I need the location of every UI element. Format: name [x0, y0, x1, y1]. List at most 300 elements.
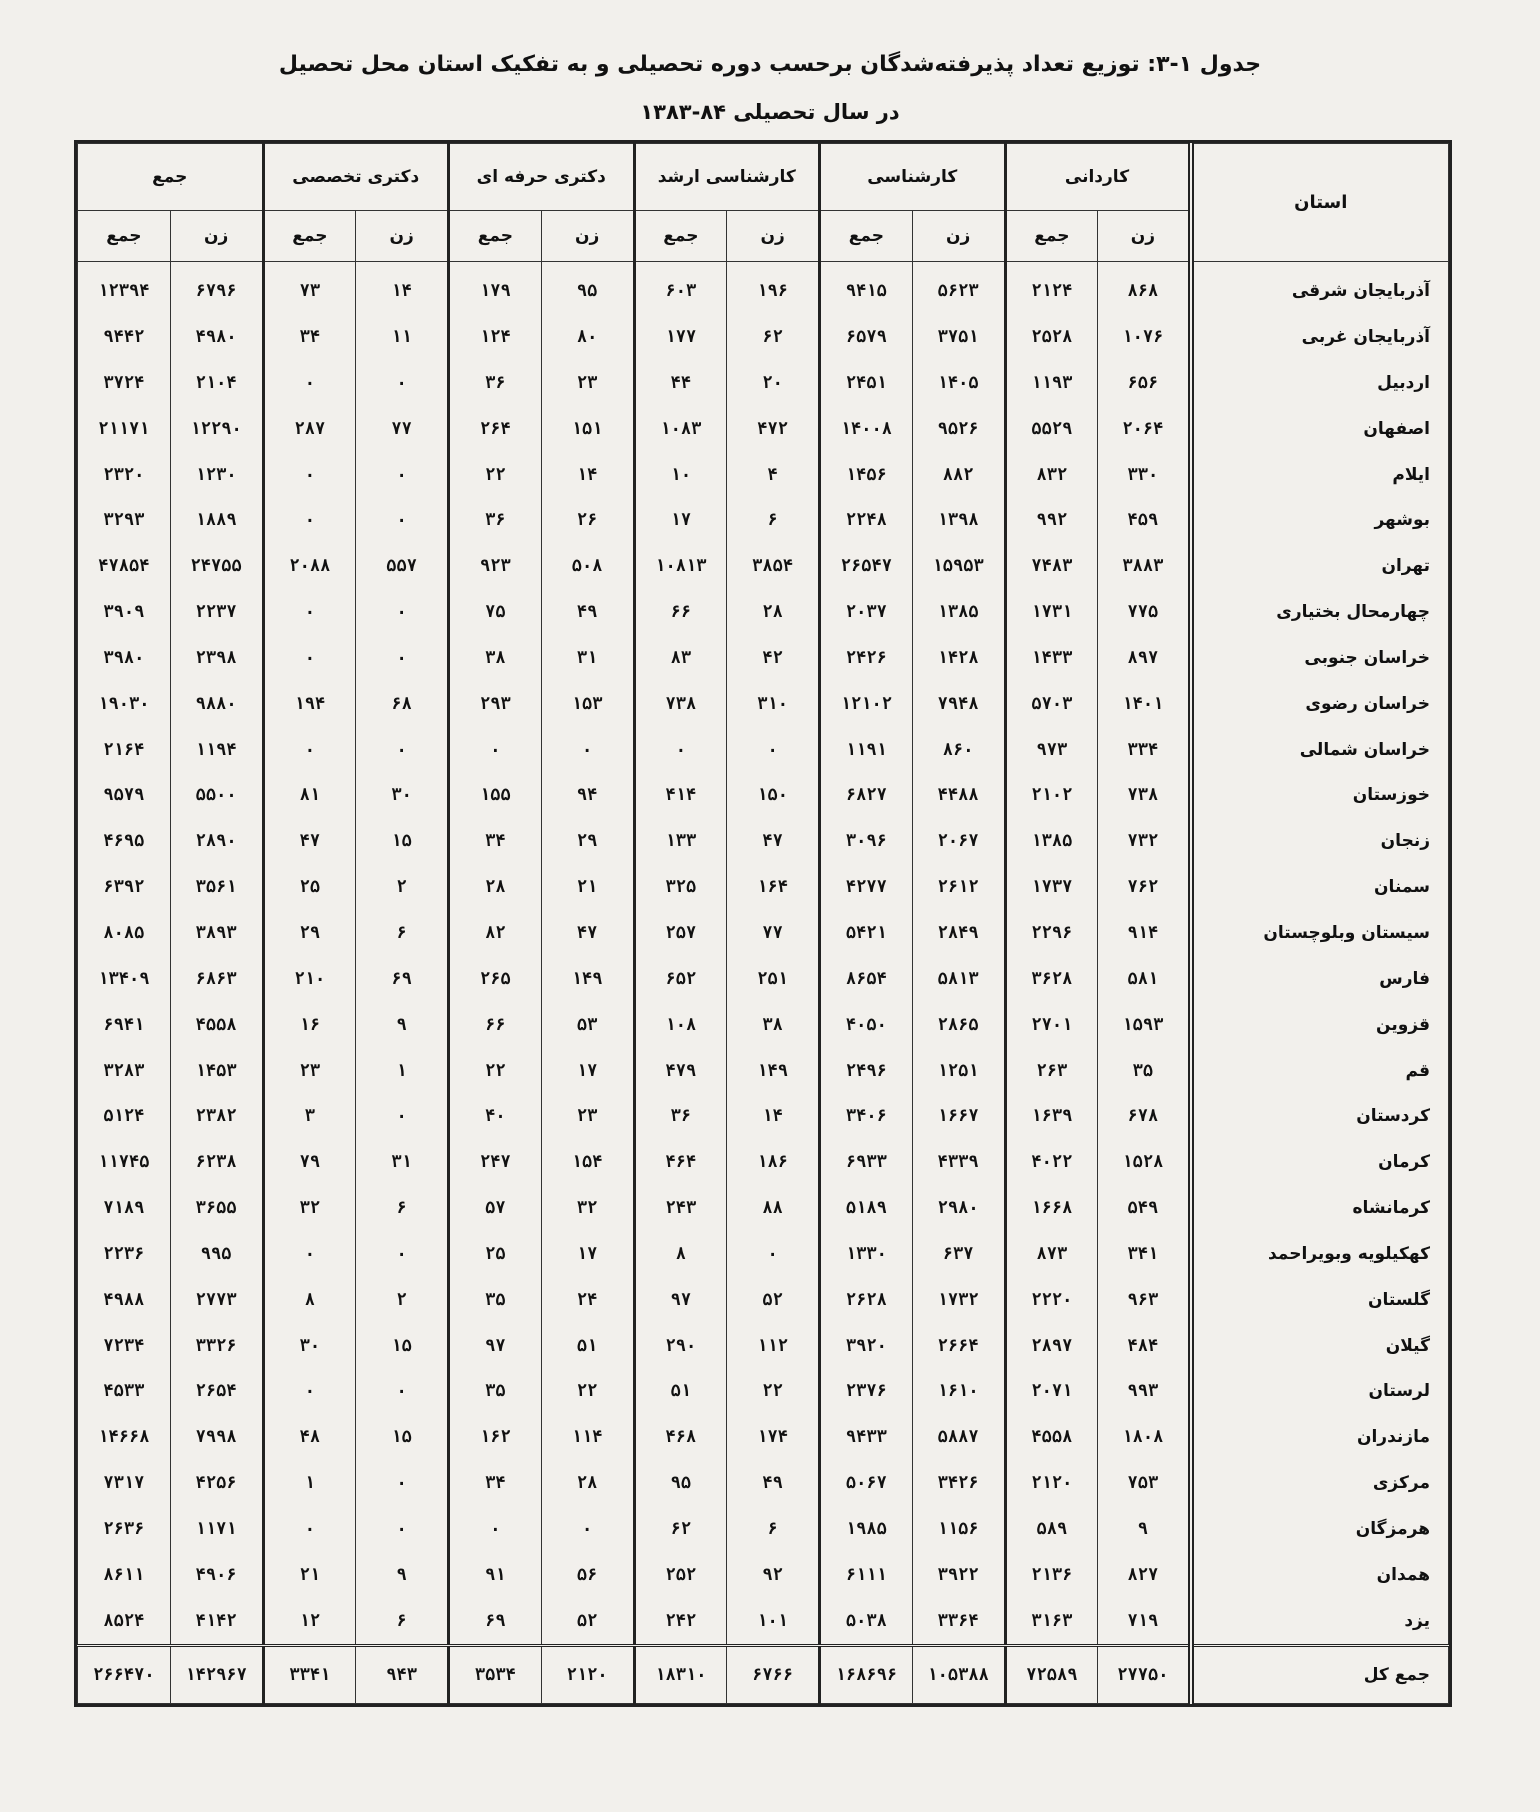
table-cell: ۲۴۷۵۵: [170, 543, 263, 589]
group-header-bachelor: کارشناسی: [820, 144, 1006, 211]
table-row: [78, 1277, 1449, 1323]
table-cell: ۷۵: [449, 589, 542, 635]
table-cell: ۵۶: [541, 1552, 634, 1598]
table-cell: ۹۱۴: [1098, 910, 1191, 956]
table-cell: ۲۸: [541, 1460, 634, 1506]
province-name: کرمانشاه: [1191, 1185, 1449, 1231]
table-cell: ۸۰: [541, 314, 634, 360]
table-cell: ۳۵۶۱: [170, 864, 263, 910]
table-cell: ۲۲: [727, 1369, 820, 1415]
table-cell: ۴۹۰۶: [170, 1552, 263, 1598]
table-cell: ۲۱۰۴: [170, 360, 263, 406]
table-cell: ۱۶۱۰: [912, 1369, 1005, 1415]
table-cell: ۳۶: [449, 360, 542, 406]
table-cell: ۹۲۳: [449, 543, 542, 589]
table-cell: ۱۷۹: [449, 262, 542, 315]
table-row: [78, 1369, 1449, 1415]
table-cell: ۳۶: [634, 1093, 727, 1139]
table-cell: ۶: [356, 1598, 449, 1645]
table-cell: ۰: [356, 1460, 449, 1506]
table-cell: ۲: [356, 864, 449, 910]
table-cell: ۲۹۰: [634, 1323, 727, 1369]
sub-header-women: زن: [727, 211, 820, 262]
table-cell: ۷۲۳۴: [78, 1323, 171, 1369]
table-cell: ۰: [356, 1506, 449, 1552]
table-cell: ۲۶۵۴: [170, 1369, 263, 1415]
table-cell: ۶۸۶۳: [170, 956, 263, 1002]
table-cell: ۶: [356, 1185, 449, 1231]
table-cell: ۱۹۸۵: [820, 1506, 913, 1552]
table-cell: ۲۷۷۳: [170, 1277, 263, 1323]
total-row: [78, 1645, 1449, 1703]
table-cell: ۷۳۸: [634, 681, 727, 727]
table-cell: ۲۵۲: [634, 1552, 727, 1598]
table-cell: ۲۱۰: [263, 956, 356, 1002]
table-cell: ۴۶۴: [634, 1139, 727, 1185]
table-cell: ۸۶۱۱: [78, 1552, 171, 1598]
table-cell: ۱۵۲۸: [1098, 1139, 1191, 1185]
sub-header-total: جمع: [1005, 211, 1098, 262]
table-cell: ۳۳۴۱: [263, 1645, 356, 1703]
table-cell: ۲۳۸۲: [170, 1093, 263, 1139]
table-cell: ۹۴: [541, 773, 634, 819]
table-cell: ۸: [634, 1231, 727, 1277]
table-cell: ۱۷۳۷: [1005, 864, 1098, 910]
table-cell: ۱۲۲۹۰: [170, 406, 263, 452]
table-cell: ۹۱: [449, 1552, 542, 1598]
table-cell: ۹۵: [634, 1460, 727, 1506]
table-cell: ۳۴۱: [1098, 1231, 1191, 1277]
province-name: قزوین: [1191, 1002, 1449, 1048]
table-row: [78, 681, 1449, 727]
table-cell: ۱۳۳۰: [820, 1231, 913, 1277]
table-cell: ۲۰۷۱: [1005, 1369, 1098, 1415]
table-cell: ۷۱۸۹: [78, 1185, 171, 1231]
table-cell: ۵۲: [541, 1598, 634, 1645]
table-cell: ۱۵۴: [541, 1139, 634, 1185]
table-cell: ۳۱: [541, 635, 634, 681]
table-cell: ۲۲۹۶: [1005, 910, 1098, 956]
admissions-table-frame: [74, 140, 1452, 1707]
table-cell: ۶۸: [356, 681, 449, 727]
table-cell: ۰: [356, 452, 449, 498]
table-cell: ۱۴۲۸: [912, 635, 1005, 681]
province-name: یزد: [1191, 1598, 1449, 1645]
table-cell: ۶۲۳۸: [170, 1139, 263, 1185]
table-cell: ۳۹۲۰: [820, 1323, 913, 1369]
table-cell: ۸۸: [727, 1185, 820, 1231]
table-cell: ۱۰۸۳: [634, 406, 727, 452]
table-cell: ۳۳۲۶: [170, 1323, 263, 1369]
table-cell: ۴۹۸۸: [78, 1277, 171, 1323]
sub-header-total: جمع: [820, 211, 913, 262]
table-cell: ۱۴۹: [541, 956, 634, 1002]
table-cell: ۶۸۲۷: [820, 773, 913, 819]
table-cell: ۲۹: [541, 818, 634, 864]
table-cell: ۱۷۴: [727, 1414, 820, 1460]
table-cell: ۱۴۰۰۸: [820, 406, 913, 452]
table-cell: ۵۵۷: [356, 543, 449, 589]
province-name: مرکزی: [1191, 1460, 1449, 1506]
table-cell: ۱۹۴: [263, 681, 356, 727]
table-cell: ۲۱: [541, 864, 634, 910]
table-cell: ۸۶۰: [912, 727, 1005, 773]
table-cell: ۱۰۸۱۳: [634, 543, 727, 589]
table-cell: ۰: [727, 1231, 820, 1277]
table-cell: ۳۸۹۳: [170, 910, 263, 956]
table-cell: ۷۴۸۳: [1005, 543, 1098, 589]
table-cell: ۶۰۳: [634, 262, 727, 315]
table-row: [78, 406, 1449, 452]
table-cell: ۱۲۴: [449, 314, 542, 360]
table-row: [78, 1460, 1449, 1506]
table-cell: ۷۳۱۷: [78, 1460, 171, 1506]
table-cell: ۱۵۱: [541, 406, 634, 452]
province-name: خراسان رضوی: [1191, 681, 1449, 727]
table-cell: ۱۲۱۰۲: [820, 681, 913, 727]
table-cell: ۴۲: [727, 635, 820, 681]
table-cell: ۰: [263, 1506, 356, 1552]
table-cell: ۲۱۰۲: [1005, 773, 1098, 819]
table-cell: ۲۸۴۹: [912, 910, 1005, 956]
table-cell: ۱۸۳۱۰: [634, 1645, 727, 1703]
table-cell: ۱۸۰۸: [1098, 1414, 1191, 1460]
province-name: هرمزگان: [1191, 1506, 1449, 1552]
table-cell: ۱۵: [356, 1414, 449, 1460]
table-cell: ۳۲۹۳: [78, 497, 171, 543]
table-row: [78, 543, 1449, 589]
table-cell: ۷۷: [356, 406, 449, 452]
table-row: [78, 910, 1449, 956]
table-cell: ۲۴: [541, 1277, 634, 1323]
table-cell: ۱۳۳: [634, 818, 727, 864]
table-cell: ۲۶۴: [449, 406, 542, 452]
table-cell: ۶۶: [449, 1002, 542, 1048]
table-cell: ۵۸۱۳: [912, 956, 1005, 1002]
table-cell: ۶: [356, 910, 449, 956]
table-cell: ۲۶۳: [1005, 1048, 1098, 1094]
table-cell: ۶۹۳۳: [820, 1139, 913, 1185]
table-cell: ۳۵: [449, 1277, 542, 1323]
table-cell: ۳۰: [356, 773, 449, 819]
table-cell: ۷۳۸: [1098, 773, 1191, 819]
table-cell: ۲۱۱۷۱: [78, 406, 171, 452]
table-cell: ۱۱۷۴۵: [78, 1139, 171, 1185]
table-cell: ۶۹: [356, 956, 449, 1002]
table-cell: ۱۱۲: [727, 1323, 820, 1369]
table-cell: ۲۲: [449, 1048, 542, 1094]
table-cell: ۰: [541, 727, 634, 773]
table-cell: ۴۷۲: [727, 406, 820, 452]
table-cell: ۶۲: [634, 1506, 727, 1552]
table-cell: ۱۰۸: [634, 1002, 727, 1048]
sub-header-women: زن: [1098, 211, 1191, 262]
table-cell: ۵۲: [727, 1277, 820, 1323]
table-cell: ۵۶۲۳: [912, 262, 1005, 315]
table-cell: ۱۳۴۰۹: [78, 956, 171, 1002]
table-row: [78, 1231, 1449, 1277]
table-cell: ۶۵۷۹: [820, 314, 913, 360]
table-cell: ۹۴۴۲: [78, 314, 171, 360]
table-cell: ۹۲: [727, 1552, 820, 1598]
table-cell: ۱۴: [541, 452, 634, 498]
table-cell: ۱۵۵: [449, 773, 542, 819]
table-cell: ۷۶۲: [1098, 864, 1191, 910]
table-cell: ۱۱: [356, 314, 449, 360]
table-cell: ۰: [541, 1506, 634, 1552]
table-cell: ۲۴۲۶: [820, 635, 913, 681]
table-cell: ۵۴۹: [1098, 1185, 1191, 1231]
table-cell: ۶: [727, 1506, 820, 1552]
table-row: [78, 635, 1449, 681]
table-cell: ۱۴۵۶: [820, 452, 913, 498]
table-cell: ۱۲۳۰: [170, 452, 263, 498]
table-cell: ۵۵۲۹: [1005, 406, 1098, 452]
table-cell: ۲۲۴۸: [820, 497, 913, 543]
table-cell: ۳۳۰: [1098, 452, 1191, 498]
table-cell: ۳۳۴: [1098, 727, 1191, 773]
table-cell: ۳۷۲۴: [78, 360, 171, 406]
table-cell: ۷۷: [727, 910, 820, 956]
table-cell: ۱: [263, 1460, 356, 1506]
table-cell: ۱۲۳۹۴: [78, 262, 171, 315]
table-cell: ۱۶: [263, 1002, 356, 1048]
table-cell: ۵۷۰۳: [1005, 681, 1098, 727]
table-cell: ۴: [727, 452, 820, 498]
province-name: لرستان: [1191, 1369, 1449, 1415]
table-cell: ۴۵۵۸: [1005, 1414, 1098, 1460]
table-row: [78, 1598, 1449, 1645]
table-cell: ۲۰۳۷: [820, 589, 913, 635]
table-cell: ۶۲: [727, 314, 820, 360]
table-cell: ۱۰۱: [727, 1598, 820, 1645]
table-cell: ۳۲: [541, 1185, 634, 1231]
table-cell: ۲۲۳۶: [78, 1231, 171, 1277]
table-cell: ۲۲۳۷: [170, 589, 263, 635]
table-cell: ۵۵۰۰: [170, 773, 263, 819]
province-name: کردستان: [1191, 1093, 1449, 1139]
table-cell: ۶۱۱۱: [820, 1552, 913, 1598]
table-cell: ۳۵: [1098, 1048, 1191, 1094]
table-row: [78, 589, 1449, 635]
table-cell: ۲۹۳: [449, 681, 542, 727]
table-cell: ۳۹۸۰: [78, 635, 171, 681]
province-name: ایلام: [1191, 452, 1449, 498]
table-cell: ۶۷۸: [1098, 1093, 1191, 1139]
sub-header-women: زن: [912, 211, 1005, 262]
table-cell: ۸۵۲۴: [78, 1598, 171, 1645]
table-cell: ۴۶۹۵: [78, 818, 171, 864]
table-cell: ۰: [356, 1093, 449, 1139]
province-name: آذربایجان غربی: [1191, 314, 1449, 360]
table-cell: ۱۷: [541, 1048, 634, 1094]
sub-header-total: جمع: [263, 211, 356, 262]
group-header-professional-doctorate: دکتری حرفه ای: [449, 144, 635, 211]
group-header-phd: دکتری تخصصی: [263, 144, 449, 211]
table-cell: ۱۱۵۶: [912, 1506, 1005, 1552]
table-cell: ۲۹: [263, 910, 356, 956]
table-cell: ۲۴۳: [634, 1185, 727, 1231]
province-name: سیستان وبلوچستان: [1191, 910, 1449, 956]
table-cell: ۱۲۵۱: [912, 1048, 1005, 1094]
table-cell: ۰: [263, 452, 356, 498]
province-column-header: استان: [1191, 144, 1449, 262]
table-cell: ۲۶۱۲: [912, 864, 1005, 910]
table-row: [78, 1323, 1449, 1369]
table-cell: ۸۸۲: [912, 452, 1005, 498]
table-cell: ۹۷: [634, 1277, 727, 1323]
province-name: گلستان: [1191, 1277, 1449, 1323]
table-cell: ۴۷: [541, 910, 634, 956]
table-cell: ۲۵۱: [727, 956, 820, 1002]
table-cell: ۱۳۸۵: [1005, 818, 1098, 864]
table-cell: ۲۴۲: [634, 1598, 727, 1645]
table-cell: ۲۸۶۵: [912, 1002, 1005, 1048]
table-cell: ۴۵۳۳: [78, 1369, 171, 1415]
table-cell: ۱۴: [356, 262, 449, 315]
table-cell: ۱۸۶: [727, 1139, 820, 1185]
table-cell: ۲۶۳۶: [78, 1506, 171, 1552]
table-cell: ۲۱: [263, 1552, 356, 1598]
table-cell: ۱۰: [634, 452, 727, 498]
table-body: [78, 262, 1449, 1704]
table-cell: ۰: [263, 1231, 356, 1277]
table-cell: ۱۴۰۱: [1098, 681, 1191, 727]
table-cell: ۳۴: [449, 1460, 542, 1506]
table-cell: ۹۴۱۵: [820, 262, 913, 315]
table-cell: ۶۹۴۱: [78, 1002, 171, 1048]
table-cell: ۱۱۹۴: [170, 727, 263, 773]
table-cell: ۷۳: [263, 262, 356, 315]
table-cell: ۶۹: [449, 1598, 542, 1645]
table-cell: ۲۵: [449, 1231, 542, 1277]
table-cell: ۹۷: [449, 1323, 542, 1369]
table-cell: ۵۷: [449, 1185, 542, 1231]
table-cell: ۲۸: [727, 589, 820, 635]
sub-header-women: زن: [356, 211, 449, 262]
group-header-total: جمع: [78, 144, 264, 211]
table-cell: ۶۵۶: [1098, 360, 1191, 406]
province-name: جمع کل: [1191, 1645, 1449, 1703]
table-cell: ۲۱۲۰: [1005, 1460, 1098, 1506]
table-cell: ۱۶۴: [727, 864, 820, 910]
table-cell: ۲۶۶۴۷۰: [78, 1645, 171, 1703]
table-row: [78, 1048, 1449, 1094]
table-cell: ۳۸۵۴: [727, 543, 820, 589]
table-cell: ۱۶۳۹: [1005, 1093, 1098, 1139]
table-cell: ۴۵۵۸: [170, 1002, 263, 1048]
table-cell: ۳۴: [449, 818, 542, 864]
table-cell: ۳۱۰: [727, 681, 820, 727]
province-name: کرمان: [1191, 1139, 1449, 1185]
sub-header-total: جمع: [449, 211, 542, 262]
table-row: [78, 497, 1449, 543]
province-name: قم: [1191, 1048, 1449, 1094]
table-cell: ۴۰: [449, 1093, 542, 1139]
table-row: [78, 360, 1449, 406]
table-cell: ۰: [449, 1506, 542, 1552]
table-cell: ۲۰۸۸: [263, 543, 356, 589]
table-row: [78, 1002, 1449, 1048]
table-cell: ۱۸۸۹: [170, 497, 263, 543]
table-cell: ۴۷: [727, 818, 820, 864]
table-cell: ۱۹۰۳۰: [78, 681, 171, 727]
table-cell: ۰: [356, 589, 449, 635]
province-name: خراسان جنوبی: [1191, 635, 1449, 681]
province-name: زنجان: [1191, 818, 1449, 864]
table-cell: ۱۱۷۱: [170, 1506, 263, 1552]
table-cell: ۱۰۷۶: [1098, 314, 1191, 360]
table-cell: ۲۸۹۰: [170, 818, 263, 864]
table-cell: ۲۳۹۸: [170, 635, 263, 681]
table-cell: ۱۵: [356, 1323, 449, 1369]
table-cell: ۲۴۵۱: [820, 360, 913, 406]
table-cell: ۳۰: [263, 1323, 356, 1369]
table-cell: ۳۸: [449, 635, 542, 681]
table-cell: ۲۳۷۶: [820, 1369, 913, 1415]
table-cell: ۵۸۸۷: [912, 1414, 1005, 1460]
table-cell: ۳۶: [449, 497, 542, 543]
province-name: فارس: [1191, 956, 1449, 1002]
table-cell: ۱۷: [634, 497, 727, 543]
table-cell: ۴۲۷۷: [820, 864, 913, 910]
table-row: [78, 314, 1449, 360]
province-name: آذربایجان شرقی: [1191, 262, 1449, 315]
group-header-master: کارشناسی ارشد: [634, 144, 820, 211]
table-cell: ۱۰۵۳۸۸: [912, 1645, 1005, 1703]
table-cell: ۸۹۷: [1098, 635, 1191, 681]
table-cell: ۹۸۸۰: [170, 681, 263, 727]
table-cell: ۲۳: [541, 1093, 634, 1139]
table-cell: ۵۱۸۹: [820, 1185, 913, 1231]
table-cell: ۲۱۶۴: [78, 727, 171, 773]
province-name: خوزستان: [1191, 773, 1449, 819]
table-cell: ۶۷۹۶: [170, 262, 263, 315]
table-cell: ۸۶۸: [1098, 262, 1191, 315]
table-cell: ۹۶۳: [1098, 1277, 1191, 1323]
province-name: مازندران: [1191, 1414, 1449, 1460]
table-cell: ۳۸: [727, 1002, 820, 1048]
table-cell: ۴۸: [263, 1414, 356, 1460]
table-cell: ۴۱۴: [634, 773, 727, 819]
table-cell: ۲۶۶۴: [912, 1323, 1005, 1369]
table-cell: ۴۰۵۰: [820, 1002, 913, 1048]
admissions-table: [77, 143, 1449, 1704]
table-cell: ۱۷: [541, 1231, 634, 1277]
table-cell: ۴۴۸۸: [912, 773, 1005, 819]
table-cell: ۳۶۵۵: [170, 1185, 263, 1231]
table-cell: ۹۵: [541, 262, 634, 315]
table-cell: ۵۰۳۸: [820, 1598, 913, 1645]
province-name: اصفهان: [1191, 406, 1449, 452]
table-row: [78, 1552, 1449, 1598]
province-name: سمنان: [1191, 864, 1449, 910]
table-cell: ۳۲۸۳: [78, 1048, 171, 1094]
table-cell: ۱۵۹۵۳: [912, 543, 1005, 589]
province-name: همدان: [1191, 1552, 1449, 1598]
table-cell: ۶: [727, 497, 820, 543]
table-cell: ۱۴۰۵: [912, 360, 1005, 406]
table-cell: ۳۴۰۶: [820, 1093, 913, 1139]
table-cell: ۱۱۴: [541, 1414, 634, 1460]
table-cell: ۴۶۸: [634, 1414, 727, 1460]
table-cell: ۵۱: [541, 1323, 634, 1369]
table-cell: ۲۶۵: [449, 956, 542, 1002]
province-name: اردبیل: [1191, 360, 1449, 406]
table-cell: ۳۲: [263, 1185, 356, 1231]
table-cell: ۳۴: [263, 314, 356, 360]
table-cell: ۶۶: [634, 589, 727, 635]
